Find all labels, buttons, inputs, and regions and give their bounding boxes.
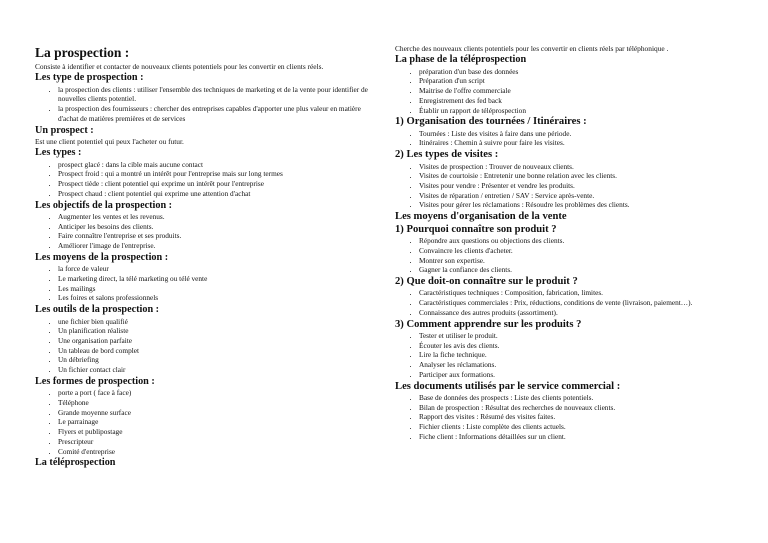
list-item: • Faire connaître l'entreprise et ses produits.	[58, 231, 375, 241]
list-item: • Visites de courtoisie : Entretenir une bonne relation avec les clients.	[419, 171, 740, 181]
list-item: • Prospect tiède : client potentiel qui exprime un intérêt pour l'entreprise	[58, 179, 375, 189]
list-item: • Les foires et salons professionnels	[58, 293, 375, 303]
list-item: • Un tableau de bord complet	[58, 346, 375, 356]
list-item: • Gagner la confiance des clients.	[419, 265, 740, 275]
list-item: • Caractéristiques commerciales : Prix, réductions, conditions de vente (livraison, paiement…).	[419, 298, 740, 308]
phase-heading: La phase de la téléprospection	[395, 54, 527, 66]
list-item: • Écouter les avis des clients.	[419, 341, 740, 351]
list-item: • Rapport des visites : Résumé des visites faites.	[419, 412, 740, 422]
list-item: • Visites pour vendre : Présenter et vendre les produits.	[419, 181, 740, 191]
list-item: • Répondre aux questions ou objections des clients.	[419, 236, 740, 246]
list-item: • Convaincre les clients d'acheter.	[419, 246, 740, 256]
list-item: • Un débriefing	[58, 355, 375, 365]
documents-list	[395, 393, 740, 442]
list-item: • Visites de réparation / entretien / SAV : Service après-vente.	[419, 191, 740, 201]
moyens-organisation-heading: Les moyens d'organisation de la vente	[395, 211, 567, 223]
list-item: • Prescripteur	[58, 437, 375, 447]
list-item: • prospect glacé : dans la cible mais aucune contact	[58, 160, 375, 170]
list-item: • Bilan de prospection : Résultat des recherches de nouveaux clients.	[419, 403, 740, 413]
list-item: • Maitrise de l'offre commerciale	[419, 86, 740, 96]
list-item: • Une organisation parfaite	[58, 336, 375, 346]
list-item: • Améliorer l'image de l'entreprise.	[58, 241, 375, 251]
objectifs-heading: Les objectifs de la prospection :	[35, 199, 173, 211]
list-item: • Lire la fiche technique.	[419, 350, 740, 360]
list-item: • Connaissance des autres produits (assortiment).	[419, 308, 740, 318]
list-item: • Le parrainage	[58, 417, 375, 427]
list-item: • la prospection des fournisseurs : chercher des entreprises capables d'apporter une plus valeur en matière d'achat de matières premières et de services	[58, 104, 375, 123]
list-item: • Base de données des prospects : Liste des clients potentiels.	[419, 393, 740, 403]
list-item: • Téléphone	[58, 398, 375, 408]
organisation-heading: 1) Organisation des tournées / Itinéraires :	[395, 116, 587, 128]
list-item: • Un planification réaliste	[58, 326, 375, 336]
list-item: • Comité d'entreprise	[58, 447, 375, 457]
list-item: • Montrer son expertise.	[419, 256, 740, 266]
outils-list	[35, 317, 375, 375]
list-item: • Augmenter les ventes et les revenus.	[58, 212, 375, 222]
list-item: • Le marketing direct, la télé marketing ou télé vente	[58, 274, 375, 284]
page-title: La prospection :	[35, 45, 130, 60]
list-item: • Analyser les réclamations.	[419, 360, 740, 370]
types-prospection-list	[35, 85, 375, 124]
types-visites-heading: 2) Les types de visites :	[395, 149, 499, 161]
right-column	[395, 44, 740, 443]
pourquoi-list	[395, 236, 740, 275]
list-item: • la prospection des clients : utiliser l'ensemble des techniques de marketing et de la vente pour identifier de nouvelles clients potentiel.	[58, 85, 375, 104]
prospect-heading: Un prospect :	[35, 124, 94, 136]
list-item: • préparation d'un base des données	[419, 67, 740, 77]
pourquoi-heading: 1) Pourquoi connaître son produit ?	[395, 223, 557, 235]
prospect-types-heading: Les types :	[35, 147, 82, 159]
list-item: • Anticiper les besoins des clients.	[58, 222, 375, 232]
list-item: • Prospect froid : qui a montré un intérêt pour l'entreprise mais sur long termes	[58, 169, 375, 179]
types-prospection-heading: Les type de prospection :	[35, 72, 144, 84]
left-column	[35, 45, 375, 470]
list-item: • Fichier clients : Liste complète des clients actuels.	[419, 422, 740, 432]
formes-list	[35, 388, 375, 456]
list-item: • porte a port ( face à face)	[58, 388, 375, 398]
list-item: • Itinéraires : Chemin à suivre pour faire les visites.	[419, 138, 740, 148]
list-item: • Tester et utiliser le produit.	[419, 331, 740, 341]
prospect-types-list	[35, 160, 375, 199]
connaitre-produit-heading: 2) Que doit-on connaître sur le produit ?	[395, 275, 578, 287]
list-item: • Fiche client : Informations détaillées sur un client.	[419, 432, 740, 442]
apprendre-list	[395, 331, 740, 380]
connaitre-produit-list	[395, 288, 740, 317]
objectifs-list	[35, 212, 375, 251]
prospect-definition: Est une client potentiel qui peux l'acheter ou futur.	[35, 137, 184, 147]
list-item: • Tournées : Liste des visites à faire dans une période.	[419, 129, 740, 139]
list-item: • Visites pour gérer les réclamations : Résoudre les problèmes des clients.	[419, 200, 740, 210]
teleprospection-heading: La téléprospection	[35, 457, 116, 469]
list-item: • Préparation d'un script	[419, 76, 740, 86]
types-visites-list	[395, 162, 740, 211]
list-item: • Flyers et publipostage	[58, 427, 375, 437]
list-item: • la force de valeur	[58, 264, 375, 274]
formes-heading: Les formes de prospection :	[35, 375, 155, 387]
list-item: • Un fichier contact clair	[58, 365, 375, 375]
list-item: • Grande moyenne surface	[58, 408, 375, 418]
documents-heading: Les documents utilisés par le service commercial :	[395, 380, 621, 392]
list-item: • Visites de prospection : Trouver de nouveaux clients.	[419, 162, 740, 172]
list-item: • Participer aux formations.	[419, 370, 740, 380]
organisation-list	[395, 129, 740, 148]
moyens-prospection-list	[35, 264, 375, 303]
list-item: • Établir un rapport de téléprospection	[419, 106, 740, 116]
list-item: • une fichier bien qualifié	[58, 317, 375, 327]
teleprospection-definition: Cherche des nouveaux clients potentiels pour les convertir en clients réels par téléphonique .	[395, 44, 669, 53]
list-item: • Prospect chaud : client potentiel qui exprime une attention d'achat	[58, 189, 375, 199]
list-item: • Caractéristiques techniques : Composition, fabrication, limites.	[419, 288, 740, 298]
phase-list	[395, 67, 740, 116]
apprendre-heading: 3) Comment apprendre sur les produits ?	[395, 318, 582, 330]
moyens-prospection-heading: Les moyens de la prospection :	[35, 251, 169, 263]
outils-heading: Les outils de la prospection :	[35, 304, 160, 316]
prospection-definition: Consiste à identifier et contacter de nouveaux clients potentiels pour les convertir en clients réels.	[35, 62, 324, 71]
list-item: • Les mailings	[58, 284, 375, 294]
list-item: • Enregistrement des fed back	[419, 96, 740, 106]
